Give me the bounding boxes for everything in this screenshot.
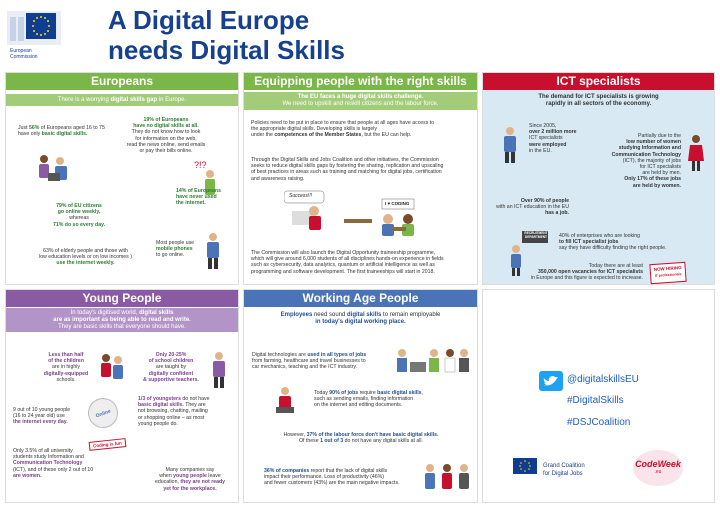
ict-heading: ICT specialists bbox=[483, 73, 714, 90]
codeweek-sub: .eu bbox=[654, 469, 662, 475]
text: Today there are at least bbox=[588, 263, 643, 269]
text: education, bbox=[154, 479, 181, 486]
text-hl: 14% of Europeans bbox=[176, 188, 221, 194]
text-hl: digitally confident bbox=[148, 370, 194, 377]
equipping-heading: Equipping people with the right skills bbox=[244, 73, 477, 90]
text-bold: are held by women. bbox=[632, 182, 681, 189]
young-heading: Young People bbox=[6, 290, 238, 307]
text: on the internet and editing documents. bbox=[314, 402, 403, 409]
text: They do not know how to look bbox=[131, 129, 201, 136]
text: under the bbox=[251, 132, 275, 139]
europeans-heading: Europeans bbox=[6, 73, 238, 90]
online-badge: Online bbox=[84, 394, 122, 432]
text-hl: they are not ready bbox=[180, 479, 226, 486]
stat-mobile bbox=[156, 240, 194, 259]
text: Many companies say bbox=[165, 467, 215, 473]
text-hl: used in all types of jobs bbox=[307, 352, 367, 358]
stat-basic-required bbox=[314, 390, 423, 409]
text: have only bbox=[18, 131, 42, 138]
text-hl: of school children bbox=[148, 358, 194, 365]
band-text-pre: There is a worrying bbox=[57, 97, 111, 103]
text: Digital technologies are bbox=[252, 352, 308, 358]
text: read the news online, send emails bbox=[126, 141, 206, 148]
young-panel bbox=[5, 289, 239, 503]
band-text-post: in Europe. bbox=[157, 97, 187, 103]
person-phone-icon bbox=[202, 231, 224, 271]
text: do not have any digital skills at all. bbox=[343, 438, 423, 445]
equipping-panel bbox=[243, 72, 478, 285]
text-bold: studying Information and bbox=[618, 145, 681, 152]
text-hl: & supportive teachers. bbox=[143, 376, 199, 383]
text: say they have difficulty finding the right people. bbox=[559, 245, 667, 252]
page-title-line1: A Digital Europe bbox=[108, 5, 310, 35]
text-hl: are women. bbox=[13, 472, 42, 479]
text: leave bbox=[206, 473, 221, 480]
text: NOW HIRING bbox=[653, 265, 682, 272]
text: ICT specialists bbox=[529, 135, 563, 142]
text-bold: were employed bbox=[529, 141, 567, 148]
text: car mechanics, teaching and the ICT industry. bbox=[252, 364, 358, 371]
text-bold: Communication Technology bbox=[611, 151, 681, 158]
family-illustration-icon bbox=[34, 153, 74, 185]
text: seeks to reduce digital skills gaps by fostering the sharing, replication and upscaling bbox=[251, 163, 444, 170]
header bbox=[0, 0, 720, 70]
stat-all-jobs bbox=[252, 352, 366, 371]
text-hl: 1/3 of youngsters bbox=[138, 396, 181, 402]
text: such as sending emails, finding information bbox=[314, 396, 414, 403]
text: and fewer customers (43%) are the main negative impacts. bbox=[264, 480, 400, 487]
workers-icon bbox=[394, 348, 472, 378]
text: IT professionals bbox=[654, 272, 682, 278]
text: digital skills bbox=[347, 312, 382, 318]
text: (ICT), the majority of jobs bbox=[622, 157, 681, 164]
text-hl: basic digital skills. bbox=[138, 402, 184, 409]
twitter-icon bbox=[539, 371, 563, 391]
social-panel bbox=[482, 289, 715, 503]
ict-band bbox=[483, 94, 714, 108]
text: not browsing, chatting, mailing bbox=[138, 408, 208, 415]
text-bold: competences of the Member States bbox=[274, 132, 362, 139]
text: low education levels or on low incomes ) bbox=[39, 254, 132, 261]
stat-employed bbox=[529, 123, 577, 154]
stat-never-used bbox=[176, 188, 221, 207]
text: Partially due to the bbox=[638, 133, 681, 139]
band-line1: The EU faces a huge digital skills challenge. bbox=[297, 94, 424, 100]
text-hl: 19% of Europeans bbox=[143, 117, 189, 123]
text: Today bbox=[314, 390, 330, 396]
woman-person-icon bbox=[685, 133, 707, 173]
text: in the EU. bbox=[529, 147, 552, 154]
text: 63% of elderly people and those with bbox=[43, 248, 128, 254]
text: need sound bbox=[312, 312, 347, 318]
text-hl: mobile phones bbox=[156, 246, 193, 253]
text: 9 out of 10 young people bbox=[13, 407, 71, 413]
text-hl: 1 out of 3 bbox=[320, 438, 344, 445]
text-hl: basic digital skills bbox=[377, 390, 422, 396]
text: require bbox=[358, 390, 378, 396]
text: Only 3.5% of all university bbox=[13, 448, 73, 454]
text-hl: the internet. bbox=[176, 200, 206, 207]
text: and awareness raising. bbox=[251, 175, 305, 182]
stat-workplace bbox=[146, 467, 234, 492]
coding-fun-sign: Coding is fun bbox=[89, 438, 126, 451]
text-hl: have never used bbox=[176, 194, 217, 201]
stat-enterprises bbox=[559, 233, 666, 252]
text: to go online. bbox=[156, 252, 185, 259]
text-bold: low number of women bbox=[626, 139, 681, 146]
text-bold: 350,000 open vacancies for ICT specialists bbox=[538, 269, 643, 276]
coalition-paragraph bbox=[251, 157, 443, 182]
recruitment-sign bbox=[523, 231, 549, 239]
text-hl: of the children bbox=[48, 358, 84, 365]
stat-basic-skills bbox=[18, 125, 105, 137]
equipping-band bbox=[244, 92, 477, 110]
policies-paragraph bbox=[251, 120, 434, 139]
coding-sign: I ♥ CODING bbox=[385, 201, 410, 206]
text: in today's digital working place. bbox=[315, 319, 406, 325]
text-bold: digital skills bbox=[139, 310, 174, 316]
traineeship-paragraph bbox=[251, 250, 444, 275]
working-panel bbox=[243, 289, 478, 503]
stat-university bbox=[13, 448, 93, 479]
text: 40% of enterprises who are looking bbox=[559, 233, 641, 239]
text-hl: Communication Technology bbox=[13, 460, 83, 467]
eu-flag-icon bbox=[513, 456, 537, 480]
text: which will give around 6,000 students of all disciplines hands-on experience in fields bbox=[251, 256, 444, 263]
text-hl: basic digital skills. bbox=[41, 131, 88, 138]
logo-text-line1: European bbox=[10, 48, 32, 54]
stat-elderly bbox=[18, 248, 153, 267]
text-hl: Less than half bbox=[48, 352, 84, 358]
text: for Digital Jobs bbox=[543, 471, 583, 477]
text: to remain employable bbox=[381, 312, 441, 318]
text-bold: has a job. bbox=[545, 210, 569, 217]
text: with an ICT education in the EU bbox=[496, 204, 569, 211]
teacher-icon bbox=[208, 350, 230, 390]
text: Grand Coalition bbox=[543, 463, 585, 469]
text-hl: 36% of companies bbox=[264, 468, 310, 474]
text: schools. bbox=[56, 376, 76, 383]
text-hl: 56% bbox=[28, 125, 40, 131]
students-icon bbox=[98, 352, 126, 390]
working-band bbox=[244, 312, 477, 326]
text: the appropriate digital skills. Developing skills is largely bbox=[251, 126, 377, 133]
text-bold: Only 17% of these jobs bbox=[624, 176, 681, 183]
office-worker-icon bbox=[274, 385, 296, 419]
text: in Europe and this figure is expected to increase. bbox=[530, 275, 643, 282]
stat-labour-force bbox=[252, 432, 470, 444]
europeans-panel bbox=[5, 72, 239, 285]
text: However, bbox=[283, 432, 307, 438]
specialist-person-icon bbox=[498, 125, 522, 165]
text: Since 2005, bbox=[529, 123, 557, 129]
text-hl: use the internet weekly. bbox=[56, 260, 115, 267]
text: of best practices in areas such as training and matching for digital jobs, certification bbox=[251, 169, 442, 176]
ict-panel bbox=[482, 72, 715, 285]
text: Of these bbox=[299, 438, 321, 445]
stat-online-weekly bbox=[46, 203, 112, 228]
stat-vacancies bbox=[503, 263, 643, 282]
text: for information on the web, bbox=[135, 135, 197, 142]
text: They are bbox=[183, 402, 206, 409]
text-hl: go online weekly, bbox=[57, 209, 101, 216]
stat-schools bbox=[36, 352, 96, 383]
text: or pay their bills online. bbox=[139, 148, 193, 155]
codeweek-text: CodeWeek bbox=[635, 459, 681, 469]
stat-no-skills bbox=[126, 117, 206, 154]
stat-teachers bbox=[136, 352, 206, 383]
text: The Commission will also launch the Digital Opportunity traineeship programme, bbox=[251, 250, 436, 256]
success-bubble: Success!!! bbox=[289, 193, 313, 199]
stat-youngsters bbox=[138, 396, 210, 427]
grand-coalition-logo bbox=[543, 462, 585, 478]
text: for ICT specialists bbox=[639, 164, 681, 171]
stat-internet-daily bbox=[13, 407, 70, 426]
text: (ICT), and of these only 2 out of 10 bbox=[13, 466, 94, 473]
text: They are basic skills that everyone should have. bbox=[58, 324, 186, 330]
band-line2: We need to upskill and reskill citizens and the labour force. bbox=[282, 101, 439, 107]
text-hl: digitally-equipped bbox=[43, 370, 89, 377]
text-hl: the internet every day. bbox=[13, 419, 68, 426]
text: (16 to 24 year old) use bbox=[13, 413, 65, 420]
europeans-band bbox=[6, 94, 238, 106]
text: , bbox=[421, 390, 424, 396]
logo-text-line2: Commission bbox=[10, 54, 38, 60]
text: DEPARTMENT bbox=[525, 235, 547, 239]
text-hl: 37% of the labour force don't have basic digital skills. bbox=[306, 432, 439, 438]
band-line2: rapidly in all sectors of the economy. bbox=[545, 101, 652, 107]
text: RECRUITMENT bbox=[524, 231, 548, 235]
text: Employees bbox=[280, 312, 313, 318]
working-heading: Working Age People bbox=[244, 290, 477, 307]
text: programming and software development. The first traineeships will start in 2018. bbox=[251, 268, 435, 275]
text: when bbox=[159, 473, 174, 480]
text: of Europeans aged 16 to 75 bbox=[39, 125, 105, 131]
text: report that the lack of digital skills bbox=[309, 468, 388, 474]
text: In today's digitised world, bbox=[70, 310, 140, 316]
text: are taught by bbox=[155, 364, 187, 371]
text: Policies need to be put in place to ensure that people at all ages have access to bbox=[251, 120, 435, 126]
band-line1: The demand for ICT specialists is growing bbox=[538, 94, 659, 100]
text-bold: are as important as being able to read and write. bbox=[53, 317, 191, 323]
young-band bbox=[6, 308, 238, 332]
codeweek-logo bbox=[633, 450, 683, 486]
text-bold: to fill ICT specialist jobs bbox=[559, 239, 619, 246]
logo-text bbox=[10, 48, 38, 60]
text: Through the Digital Skills and Jobs Coalition and other initiatives, the Commission bbox=[251, 157, 439, 163]
page-title-line2: needs Digital Skills bbox=[108, 35, 345, 65]
stat-women bbox=[585, 133, 681, 189]
hashtag-dsjcoalition[interactable]: #DSJCoalition bbox=[567, 417, 631, 428]
text: from farming, healthcare and travel businesses to bbox=[252, 358, 366, 365]
text-hl: have no digital skills at all. bbox=[133, 123, 199, 130]
text-hl: yet for the workplace. bbox=[163, 485, 217, 492]
business-people-icon bbox=[422, 462, 472, 500]
text: do not have bbox=[180, 396, 210, 402]
text-bold: over 2 million more bbox=[529, 129, 577, 136]
text: , but the EU can help. bbox=[361, 132, 412, 139]
svg-text:?!?: ?!? bbox=[194, 160, 207, 170]
text-hl: young people bbox=[173, 473, 207, 480]
stat-companies bbox=[264, 468, 400, 487]
text: Just bbox=[18, 125, 29, 131]
text: whereas bbox=[69, 215, 89, 222]
text: are held by men. bbox=[642, 170, 681, 177]
text-hl: Only 20-25% bbox=[155, 352, 187, 358]
text: students study Information and bbox=[13, 454, 84, 461]
twitter-handle[interactable]: @digitalskillsEU bbox=[567, 374, 639, 385]
now-hiring-sign bbox=[649, 262, 686, 284]
text: are in highly bbox=[52, 364, 80, 371]
text: Most people use bbox=[156, 240, 195, 246]
text: or shopping online – as most bbox=[138, 414, 205, 421]
stat-has-job bbox=[491, 198, 569, 217]
text: such as cybersecurity, data analytics, quantum or artificial intelligence as well as bbox=[251, 262, 435, 269]
text-hl: 79% of EU citizens bbox=[56, 203, 102, 209]
text-bold: Over 90% of people bbox=[520, 198, 569, 204]
text: impact their performance. Loss of productivity (46%) bbox=[264, 474, 384, 481]
band-text-bold: digital skills gap bbox=[110, 97, 158, 103]
text-hl: 90% of jobs bbox=[329, 390, 359, 396]
european-commission-logo bbox=[6, 7, 62, 63]
text-hl: 71% do so every day. bbox=[52, 221, 106, 228]
text: young people do. bbox=[138, 420, 178, 427]
hashtag-digitalskills[interactable]: #DigitalSkills bbox=[567, 395, 624, 406]
